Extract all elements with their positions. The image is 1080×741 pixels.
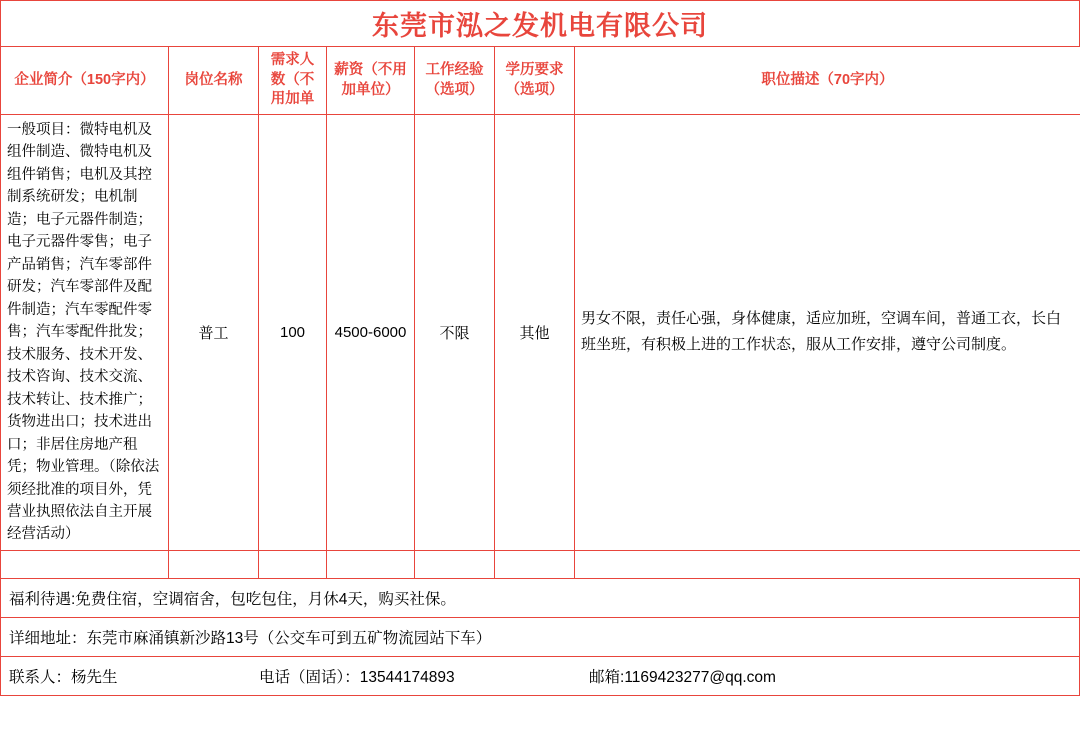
contact-person: 联系人：杨先生 xyxy=(9,668,118,686)
cell-headcount: 100 xyxy=(259,115,327,551)
empty-cell-4 xyxy=(327,550,415,578)
footer-section xyxy=(0,579,1080,696)
table-row xyxy=(1,115,1080,551)
empty-cell-3 xyxy=(259,550,327,578)
welfare-row xyxy=(1,579,1079,617)
empty-cell-1 xyxy=(1,550,169,578)
empty-cell-2 xyxy=(169,550,259,578)
empty-cell-6 xyxy=(495,550,575,578)
email-value: 1169423277@qq.com xyxy=(624,668,776,686)
empty-cell-7 xyxy=(575,550,1080,578)
cell-position-name: 普工 xyxy=(169,115,259,551)
job-table xyxy=(0,46,1080,579)
table-empty-row xyxy=(1,550,1080,578)
contact-email xyxy=(589,665,1079,687)
contact-row xyxy=(1,656,1079,695)
address-text: 详细地址：东莞市麻涌镇新沙路13号（公交车可到五矿物流园站下车） xyxy=(9,629,492,647)
welfare-text: 福利待遇:免费住宿，空调宿舍，包吃包住，月休4天，购买社保。 xyxy=(9,590,456,608)
cell-company-intro: 一般项目：微特电机及组件制造、微特电机及组件销售；电机及其控制系统研发；电机制造；电子元器件制造；电子元器件零售；电子产品销售；汽车零部件研发；汽车零部件及配件制造；汽车零配件零售；汽车零配件批发；技术服务、技术开发、技术咨询、技术交流、技术转让、技术推广；货物进出口；技术进出口；非居住房地产租凭；物业管理。（除依法须经批准的项目外，凭营业执照依法自主开展经营活动） xyxy=(1,115,169,551)
cell-job-description: 男女不限，责任心强，身体健康，适应加班，空调车间，普通工衣，长白班坐班，有积极上进的工作状态，服从工作安排，遵守公司制度。 xyxy=(575,115,1080,551)
address-row xyxy=(1,617,1079,656)
header-company-intro: 企业简介（150字内） xyxy=(1,47,169,115)
company-title-row xyxy=(0,0,1080,46)
contact-phone xyxy=(259,665,589,687)
cell-experience: 不限 xyxy=(415,115,495,551)
cell-education: 其他 xyxy=(495,115,575,551)
page-title: 东莞市泓之发机电有限公司 xyxy=(372,11,708,41)
header-salary: 薪资（不用加单位） xyxy=(327,47,415,115)
phone-label: 电话（固话）： xyxy=(259,668,360,686)
empty-cell-5 xyxy=(415,550,495,578)
phone-value: 13544174893 xyxy=(359,668,455,686)
header-headcount: 需求人数（不用加单 xyxy=(259,47,327,115)
email-label: 邮箱: xyxy=(589,668,625,686)
header-job-description: 职位描述（70字内） xyxy=(575,47,1080,115)
header-experience: 工作经验（选项） xyxy=(415,47,495,115)
header-education: 学历要求（选项） xyxy=(495,47,575,115)
cell-salary: 4500-6000 xyxy=(327,115,415,551)
table-header-row xyxy=(1,47,1080,115)
header-position-name: 岗位名称 xyxy=(169,47,259,115)
contact-group xyxy=(9,665,1079,687)
